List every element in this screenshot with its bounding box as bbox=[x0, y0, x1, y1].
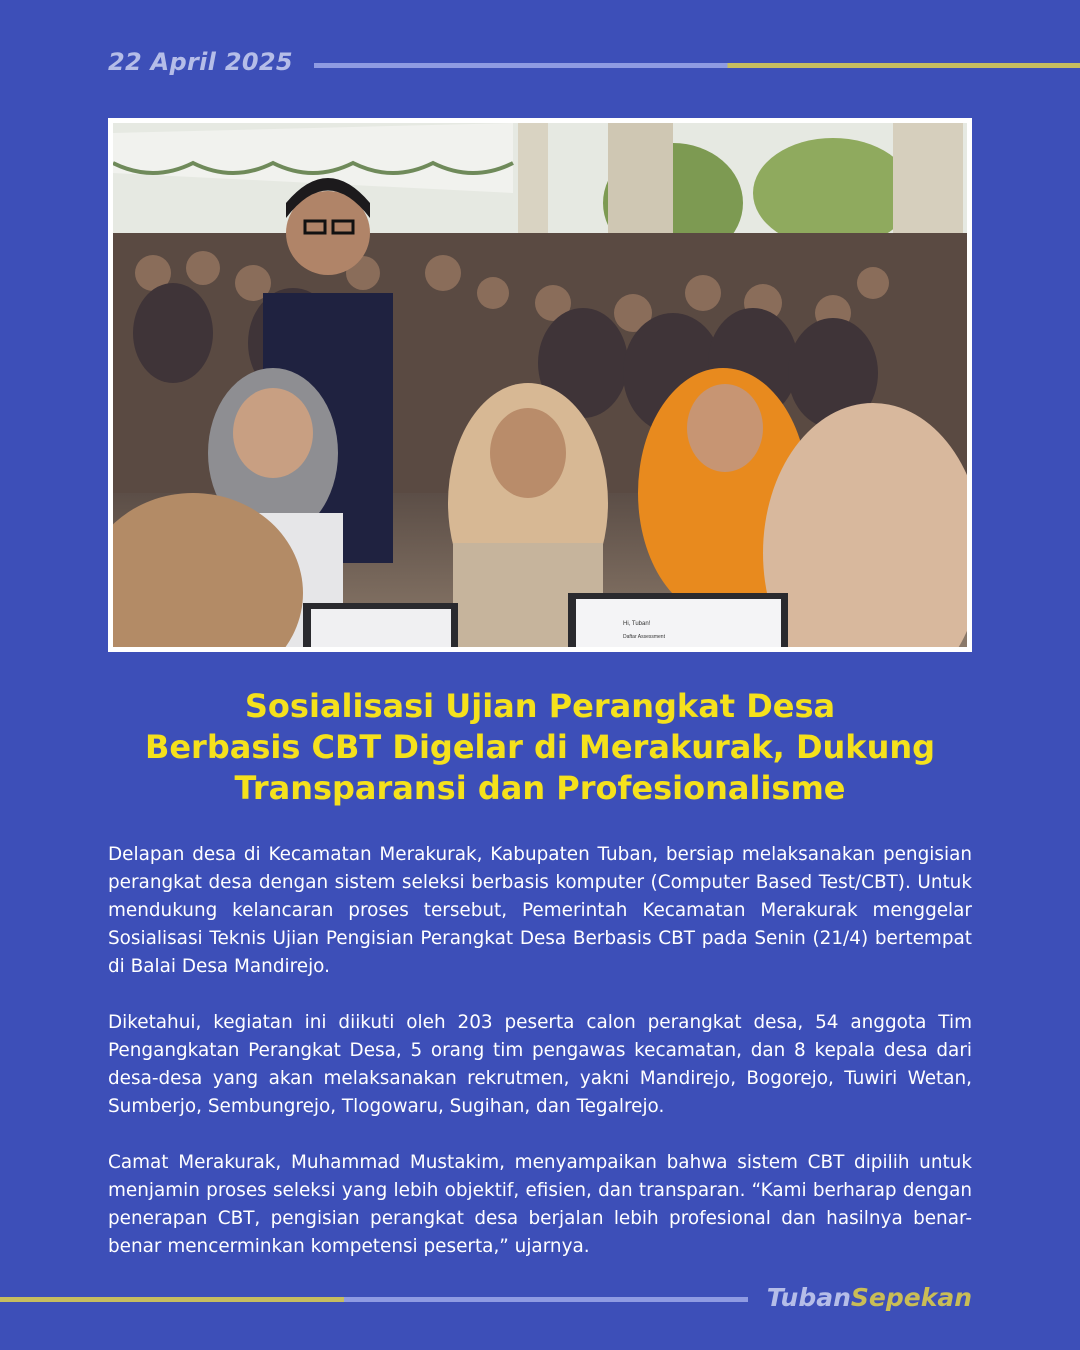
bottom-divider bbox=[0, 1297, 748, 1302]
headline-line-1: Sosialisasi Ujian Perangkat Desa bbox=[244, 687, 836, 725]
headline-line-2: Berbasis CBT Digelar di Merakurak, Dukung bbox=[144, 728, 936, 766]
article-paragraph-3: Camat Merakurak, Muhammad Mustakim, menyampaikan bahwa sistem CBT dipilih untuk menjamin proses seleksi yang lebih objektif, efisien, dan transparan. “Kami berharap dengan penerapan CBT, pengisian perangkat desa berjalan lebih profesional dan hasilnya benar-benar mencerminkan kompetensi peserta,” ujarnya. bbox=[108, 1152, 972, 1257]
brand-part-1: Tuban bbox=[766, 1283, 851, 1312]
article-paragraph-2: Diketahui, kegiatan ini diikuti oleh 203 peserta calon perangkat desa, 54 anggota Tim Pengangkatan Perangkat Desa, 5 orang tim pengawas kecamatan, dan 8 kepala desa dari desa-desa yang akan melaksanakan rekrutmen, yakni Mandirejo, Bogorejo, Tuwiri Wetan, Sumberjo, Sembungrejo, Tlogowaru, Sugihan, dan Tegalrejo. bbox=[108, 1012, 972, 1117]
event-photo bbox=[113, 123, 967, 647]
article-paragraph-1: Delapan desa di Kecamatan Merakurak, Kabupaten Tuban, bersiap melaksanakan pengisian perangkat desa dengan sistem seleksi berbasis komputer (Computer Based Test/CBT). Untuk mendukung kelancaran proses tersebut, Pemerintah Kecamatan Merakurak menggelar Sosialisasi Teknis Ujian Pengisian Perangkat Desa Berbasis CBT pada Senin (21/4) bertempat di Balai Desa Mandirejo. bbox=[108, 844, 972, 977]
headline-line-3: Transparansi dan Profesionalisme bbox=[234, 769, 846, 807]
headline bbox=[108, 686, 972, 809]
brand-logo bbox=[767, 1283, 972, 1312]
event-photo-illustration bbox=[113, 123, 967, 647]
post-date: 22 April 2025 bbox=[108, 48, 293, 76]
top-divider bbox=[314, 63, 1080, 68]
laptop-screen-greeting: Hi, Tuban! bbox=[623, 621, 651, 627]
laptop-screen-menu: Daftar Assessment bbox=[623, 634, 665, 640]
photo-frame bbox=[108, 118, 972, 652]
brand-part-2: Sepekan bbox=[850, 1283, 972, 1312]
article-body bbox=[108, 841, 972, 1289]
